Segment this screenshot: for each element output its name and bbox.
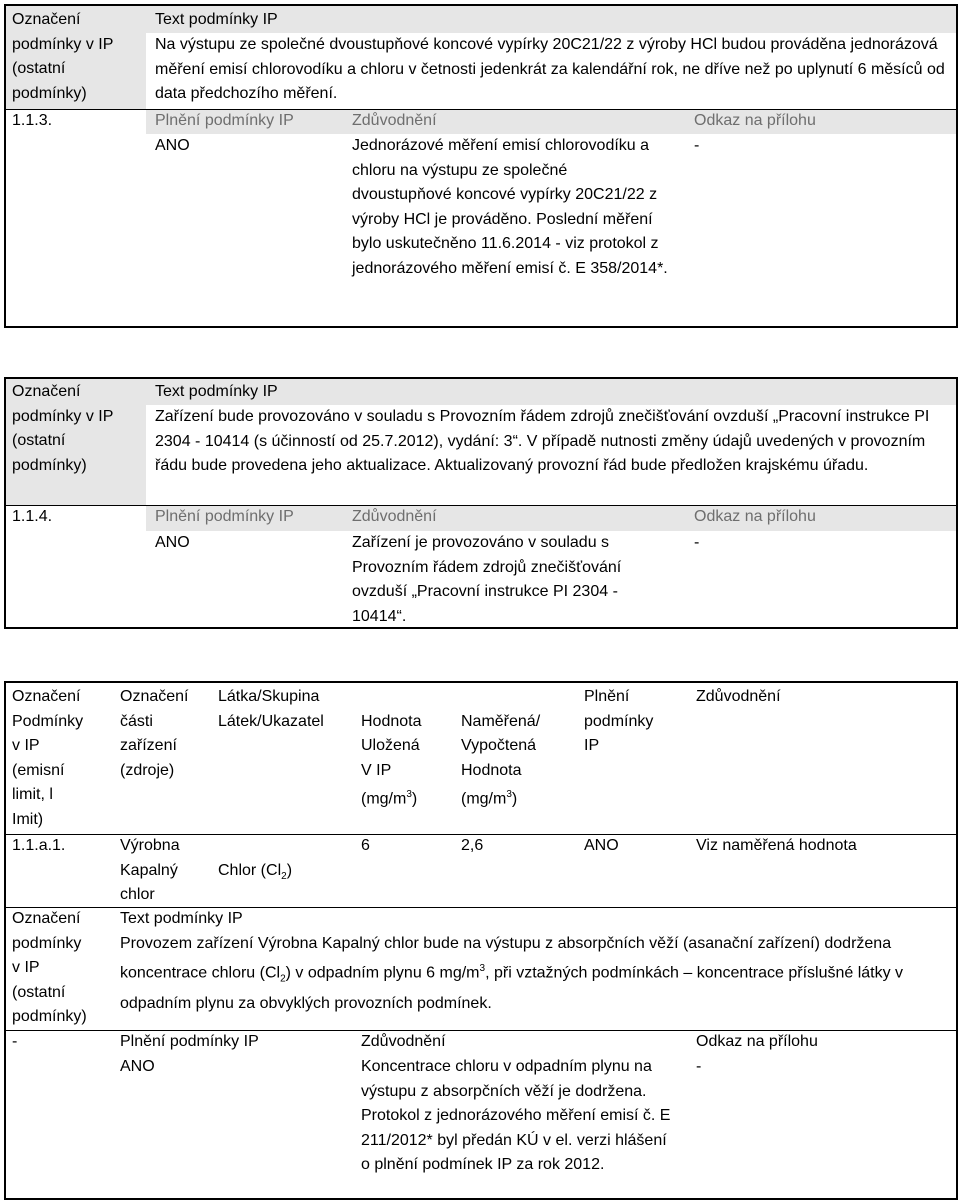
- emission-limit-table: [4, 681, 958, 1200]
- fulfil-value: ANO: [155, 534, 190, 551]
- reason-value: Jednorázové měření emisí chlorovodíku a chloru na výstupu ze společné dvoustupňové koncové vypírky 20C21/22 z výroby HCl je prováděno. Poslední měření bylo uskutečněno 11.6.2014 - viz protokol z jednorázového měření emisí č. E 358/2014*.: [352, 137, 668, 277]
- condition-text: Zařízení bude provozováno v souladu s Provozním řádem zdrojů znečišťování ovzduší „Pracovní instrukce PI 2304 - 10414 (s účinností od 25.7.2012), vydání: 3“. V případě nutnosti změny údajů uvedených v provozním řádu bude provedena jeho aktualizace. Aktualizovaný provozní řád bude předložen krajskému úřadu.: [155, 408, 930, 474]
- fulfil-value: ANO: [155, 137, 190, 154]
- text-header: Text podmínky IP: [155, 11, 278, 28]
- col-reason-header: Zdůvodnění: [361, 1033, 446, 1050]
- other-condition-text: Provozem zařízení Výrobna Kapalný chlor bude na výstupu z absorpčních věží (asanační zařízení) dodržena koncentrace chloru $(Cl_2)$ v odpadním plynu 6 $mg/m^3$, při vztažných podmínkách – koncentrace příslušné látky v odpadním plynu za obvyklých provozních podmínek.: [120, 935, 904, 1012]
- col-ref-header: Odkaz na přílohu: [696, 1033, 818, 1050]
- ref-value: -: [694, 137, 700, 154]
- condition-label: Označení podmínky v IP (ostatní podmínky): [12, 383, 114, 474]
- row-number: 1.1.a.1.: [12, 837, 66, 854]
- row-divider: [6, 907, 956, 908]
- header-fulfilment: Plnění podmínky IP: [584, 688, 654, 754]
- ref-value: -: [694, 534, 700, 551]
- row-divider: [6, 109, 956, 110]
- col-fulfil-header: Plnění podmínky IP: [120, 1033, 259, 1050]
- row-divider: [6, 834, 956, 835]
- col-fulfil-header: Plnění podmínky IP: [155, 508, 294, 525]
- fulfilment-number: -: [12, 1033, 18, 1050]
- header-limit-value: Hodnota Uložená V IP $(mg/m^3)$: [361, 712, 422, 808]
- reason-value: Koncentrace chloru v odpadním plynu na výstupu z absorpčních věží je dodržena. Protokol z jednorázového měření emisí č. E 211/2012* byl předán KÚ v el. verzi hlášení o plnění podmínek IP za rok 2012.: [361, 1058, 671, 1173]
- row-divider: [6, 505, 956, 506]
- fulfil-value: ANO: [120, 1058, 155, 1075]
- condition-table-1114: [4, 377, 958, 629]
- row-measured-value: 2,6: [461, 837, 484, 854]
- condition-label: Označení podmínky v IP (ostatní podmínky): [12, 11, 114, 102]
- ref-value: -: [696, 1058, 702, 1075]
- text-header: Text podmínky IP: [155, 383, 278, 400]
- condition-number: 1.1.3.: [12, 112, 53, 129]
- row-part: Výrobna Kapalný chlor: [120, 837, 180, 903]
- condition-table-1113: [4, 4, 958, 328]
- row-fulfilment: ANO: [584, 837, 619, 854]
- col-fulfil-header: Plnění podmínky IP: [155, 112, 294, 129]
- col-ref-header: Odkaz na přílohu: [694, 112, 816, 129]
- row-substance: Chlor $(Cl_2)$: [218, 861, 293, 882]
- header-reason: Zdůvodnění: [696, 688, 781, 705]
- condition-number: 1.1.4.: [12, 508, 53, 525]
- header-part: Označení části zařízení (zdroje): [120, 688, 189, 779]
- header-substance: Látka/Skupina Látek/Ukazatel: [218, 688, 324, 730]
- col-reason-header: Zdůvodnění: [352, 508, 437, 525]
- other-text-header: Text podmínky IP: [120, 910, 243, 927]
- header-condition-label: Označení Podmínky v IP (emisní limit, l Imit): [12, 688, 84, 828]
- col-ref-header: Odkaz na přílohu: [694, 508, 816, 525]
- condition-text: Na výstupu ze společné dvoustupňové koncové vypírky 20C21/22 z výroby HCl budou prováděna jednorázová měření emisí chlorovodíku a chloru v četnosti jedenkrát za kalendářní rok, ne dříve než po uplynutí 6 měsíců od data předchozího měření.: [155, 36, 945, 102]
- row-limit-value: 6: [361, 837, 370, 854]
- row-reason: Viz naměřená hodnota: [696, 837, 857, 854]
- col-reason-header: Zdůvodnění: [352, 112, 437, 129]
- other-condition-label: Označení podmínky v IP (ostatní podmínky): [12, 910, 87, 1025]
- header-measured-value: Naměřená/ Vypočtená Hodnota $(mg/m^3)$: [461, 712, 541, 808]
- reason-value: Zařízení je provozováno v souladu s Provozním řádem zdrojů znečišťování ovzduší „Pracovní instrukce PI 2304 - 10414“.: [352, 534, 622, 625]
- row-divider: [6, 1030, 956, 1031]
